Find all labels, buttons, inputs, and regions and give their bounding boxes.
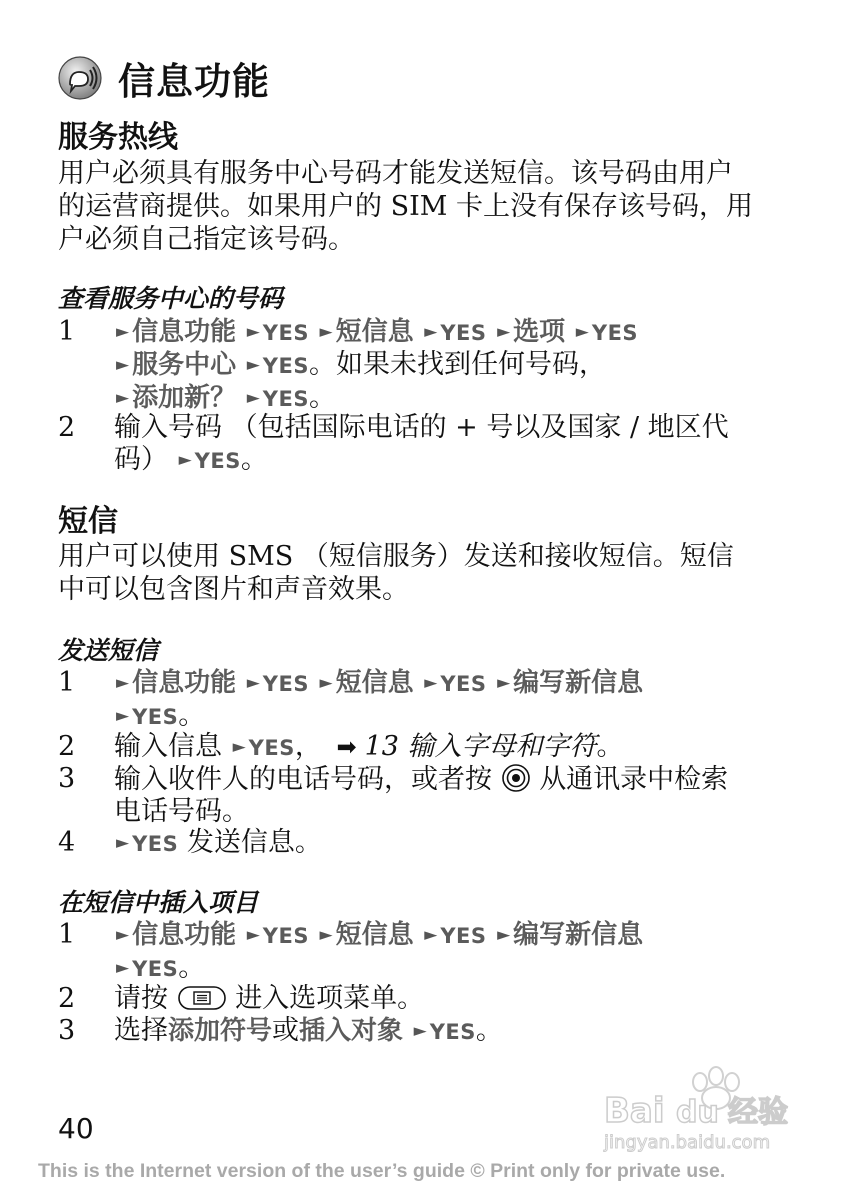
sms-speech-icon (58, 56, 102, 100)
step-text: 。 (596, 731, 624, 762)
step-number: 1 (58, 667, 76, 698)
menu-arrow-icon: ► (116, 355, 130, 375)
yes-key-label: YES (132, 705, 179, 729)
subsection-heading-insert: 在短信中插入项目 (58, 888, 259, 917)
step-text: 选择 (114, 1015, 168, 1046)
menu-path-item: 编写新信息 (513, 920, 644, 950)
menu-arrow-icon: ► (424, 925, 438, 945)
svg-text:Bai: Bai (604, 1091, 665, 1131)
step-text: 电话号码。 (114, 796, 249, 827)
navigation-key-icon (501, 763, 531, 793)
menu-arrow-icon: ► (319, 925, 333, 945)
subsection-heading-view-center: 查看服务中心的号码 (58, 284, 284, 313)
chapter-title: 信息功能 (118, 60, 270, 103)
menu-arrow-icon: ► (413, 1021, 427, 1041)
paragraph-line: 用户必须具有服务中心号码才能发送短信。该号码由用户 (58, 158, 733, 189)
yes-key-label: YES (194, 449, 241, 473)
step-text: ， (294, 731, 322, 762)
menu-path-item: 信息功能 (132, 317, 237, 347)
step-number: 2 (58, 412, 76, 443)
yes-key-label: YES (262, 924, 309, 948)
yes-key-label: YES (440, 672, 487, 696)
menu-path-item: 短信息 (335, 668, 414, 698)
menu-arrow-icon: ► (232, 737, 246, 757)
step-item (58, 983, 798, 1015)
menu-arrow-icon: ► (246, 322, 260, 342)
menu-arrow-icon: ► (246, 925, 260, 945)
step-item (58, 667, 798, 733)
yes-key-label: YES (262, 672, 309, 696)
step-item (58, 316, 798, 415)
yes-key-label: YES (262, 354, 309, 378)
footer-notice: This is the Internet version of the user’s guide © Print only for private use. (38, 1160, 726, 1182)
menu-path-item: 信息功能 (132, 920, 237, 950)
step-text: 请按 (114, 983, 168, 1014)
paragraph-line: 户必须自己指定该号码。 (58, 224, 355, 255)
step-text: 。 (178, 700, 206, 731)
menu-arrow-icon: ► (116, 958, 130, 978)
menu-arrow-icon: ► (116, 322, 130, 342)
yes-key-label: YES (591, 321, 639, 345)
step-text: 。 (178, 952, 206, 983)
menu-arrow-icon: ► (246, 388, 260, 408)
menu-arrow-icon: ► (319, 322, 333, 342)
menu-arrow-icon: ► (497, 322, 511, 342)
step-text: 输入收件人的电话号码，或者按 (114, 764, 492, 795)
yes-key-label: YES (262, 321, 309, 345)
step-text: 。 (475, 1015, 503, 1046)
menu-arrow-icon: ► (116, 388, 130, 408)
step-text: 输入信息 (114, 731, 222, 762)
paragraph-line: 用户可以使用 SMS （短信服务）发送和接收短信。短信 (58, 541, 734, 572)
paragraph-line: 中可以包含图片和声音效果。 (58, 574, 409, 605)
menu-path-item: 服务中心 (132, 350, 237, 380)
section-heading-service: 服务热线 (58, 120, 178, 155)
menu-arrow-icon: ► (319, 673, 333, 693)
step-text: 从通讯录中检索 (539, 764, 729, 795)
subsection-heading-send: 发送短信 (58, 636, 159, 665)
menu-path-item: 添加符号 (168, 1016, 273, 1046)
step-text: 输入号码 （包括国际电话的 + 号以及国家 / 地区代 (114, 412, 729, 443)
step-item (58, 827, 798, 860)
step-number: 4 (58, 827, 76, 858)
menu-arrow-icon: ► (246, 673, 260, 693)
menu-path-item: 选项 (513, 317, 566, 347)
menu-arrow-icon: ► (178, 450, 192, 470)
step-item (58, 919, 798, 985)
step-number: 3 (58, 1015, 76, 1046)
menu-path-item: 短信息 (335, 317, 414, 347)
menu-arrow-icon: ► (497, 925, 511, 945)
cross-reference: 13 输入字母和字符 (364, 731, 597, 762)
page-number: 40 (58, 1112, 94, 1145)
yes-key-label: YES (132, 832, 179, 856)
menu-path-item: 添加新？ (132, 383, 237, 413)
yes-key-label: YES (262, 387, 309, 411)
yes-key-label: YES (132, 957, 179, 981)
menu-arrow-icon: ► (116, 833, 130, 853)
menu-arrow-icon: ► (116, 706, 130, 726)
step-text: 或 (272, 1015, 300, 1046)
menu-arrow-icon: ► (116, 925, 130, 945)
step-text: 。如果未找到任何号码， (308, 349, 606, 380)
yes-key-label: YES (429, 1020, 476, 1044)
step-number: 3 (58, 763, 76, 794)
step-number: 2 (58, 731, 76, 762)
step-number: 1 (58, 316, 76, 347)
sms-paragraph (58, 540, 798, 606)
menu-path-item: 插入对象 (299, 1016, 404, 1046)
menu-arrow-icon: ► (575, 322, 589, 342)
svg-text:经验: 经验 (728, 1095, 788, 1130)
paragraph-line: 的运营商提供。如果用户的 SIM 卡上没有保存该号码，用 (58, 191, 753, 222)
menu-path-item: 短信息 (335, 920, 414, 950)
yes-key-label: YES (248, 736, 295, 760)
step-text: 。 (240, 444, 268, 475)
step-text: 。 (308, 382, 336, 413)
menu-arrow-icon: ► (424, 673, 438, 693)
section-heading-sms: 短信 (58, 504, 118, 539)
menu-path-item: 信息功能 (132, 668, 237, 698)
svg-text:du: du (676, 1095, 719, 1130)
step-item (58, 731, 798, 764)
step-text: 进入选项菜单。 (235, 983, 425, 1014)
menu-path-item: 编写新信息 (513, 668, 644, 698)
baidu-jingyan-watermark (600, 1060, 810, 1160)
menu-arrow-icon: ► (246, 355, 260, 375)
step-number: 1 (58, 919, 76, 950)
chapter-header (58, 52, 270, 104)
step-text: 码） (114, 444, 168, 475)
yes-key-label: YES (440, 924, 487, 948)
service-paragraph (58, 157, 798, 256)
options-key-icon (177, 984, 227, 1012)
see-also-arrow-icon: ➡ (336, 733, 357, 761)
step-item (58, 1015, 798, 1048)
menu-arrow-icon: ► (116, 673, 130, 693)
step-text: 发送信息。 (186, 827, 322, 858)
menu-arrow-icon: ► (424, 322, 438, 342)
step-item (58, 412, 798, 477)
step-item (58, 763, 798, 828)
svg-text:jingyan.baidu.com: jingyan.baidu.com (604, 1132, 771, 1153)
yes-key-label: YES (440, 321, 487, 345)
menu-arrow-icon: ► (497, 673, 511, 693)
step-number: 2 (58, 983, 76, 1014)
